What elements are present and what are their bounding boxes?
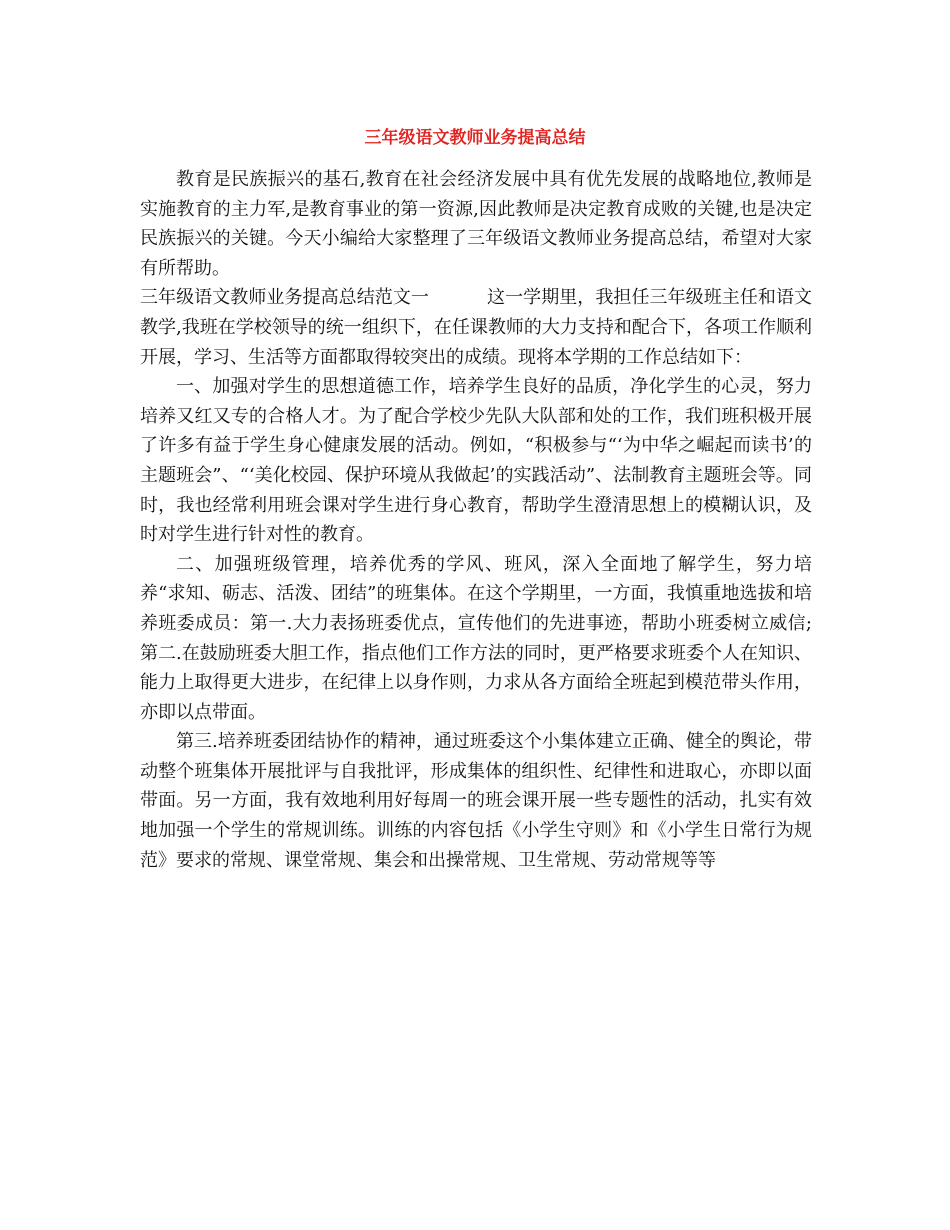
section-text: 这一学期里，我担任三年级班主任和语文教学,我班在学校领导的统一组织下，在任课教师的大力支持和配合下，各项工作顺利开展，学习、生活等方面都取得较突出的成绩。现将本学期的工作总结如下： (140, 287, 813, 368)
section-paragraph (140, 283, 812, 372)
document-body (140, 165, 812, 875)
section-heading: 三年级语文教师业务提高总结范文一 (140, 287, 429, 309)
paragraph-moral-education: 一、加强对学生的思想道德工作，培养学生良好的品质，净化学生的心灵，努力培养又红又专的合格人才。为了配合学校少先队大队部和处的工作，我们班积极开展了许多有益于学生身心健康发展的活动。例如，“积极参与“‘为中华之崛起而读书’的主题班会”、“‘美化校园、保护环境从我做起’的实践活动”、法制教育主题班会等。同时，我也经常利用班会课对学生进行身心教育，帮助学生澄清思想上的模糊认识，及时对学生进行针对性的教育。 (140, 376, 812, 546)
paragraph-committee-cooperation: 第三.培养班委团结协作的精神，通过班委这个小集体建立正确、健全的舆论，带动整个班集体开展批评与自我批评，形成集体的组织性、纪律性和进取心，亦即以面带面。另一方面，我有效地利用好每周一的班会课开展一些专题性的活动，扎实有效地加强一个学生的常规训练。训练的内容包括《小学生守则》和《小学生日常行为规范》要求的常规、课堂常规、集会和出操常规、卫生常规、劳动常规等等 (140, 731, 812, 871)
document-title: 三年级语文教师业务提高总结 (364, 128, 586, 148)
intro-paragraph: 教育是民族振兴的基石,教育在社会经济发展中具有优先发展的战略地位,教师是实施教育的主力军,是教育事业的第一资源,因此教师是决定教育成败的关键,也是决定民族振兴的关键。今天小编给大家整理了三年级语文教师业务提高总结，希望对大家有所帮助。 (140, 169, 812, 279)
paragraph-class-management: 二、加强班级管理，培养优秀的学风、班风，深入全面地了解学生，努力培养“求知、砺志、活泼、团结”的班集体。在这个学期里，一方面，我慎重地选拔和培养班委成员：第一.大力表扬班委优点，宣传他们的先进事迹，帮助小班委树立威信;第二.在鼓励班委大胆工作，指点他们工作方法的同时，更严格要求班委个人在知识、能力上取得更大进步，在纪律上以身作则，力求从各方面给全班起到模范带头作用，亦即以点带面。 (140, 553, 812, 723)
